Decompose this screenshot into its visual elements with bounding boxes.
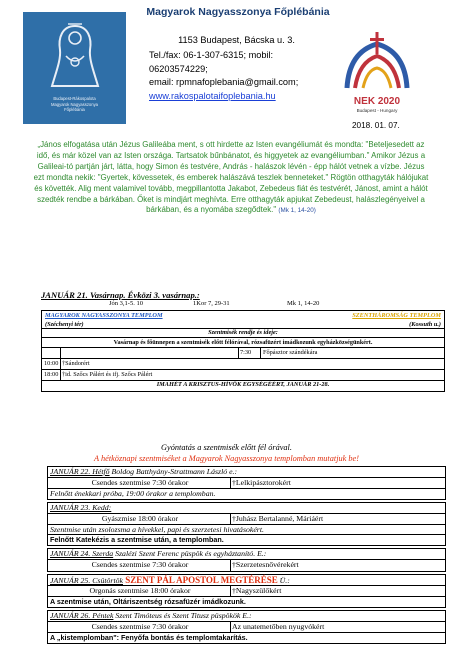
day-block (47, 548, 446, 572)
mass-time: 18:00 (44, 371, 59, 378)
column-divider (230, 586, 231, 596)
contact-block (149, 34, 324, 103)
day-note-bold: Felnőtt Katekézis a szentmise után, a templomban. (50, 535, 224, 544)
column-divider (60, 359, 61, 369)
mass-description: Csendes szentmise 7:30 órakor (91, 478, 189, 487)
day-date: JANUÁR 25. Csütörtök (50, 576, 123, 585)
weekday-mass-note: A hétköznapi szentmiséket a Magyarok Nagyasszonya templomban mutatjuk be! (94, 454, 359, 463)
mass-intention: Az unatemetőben nyugvókért (232, 622, 325, 631)
nek-subtitle: Budapest - Hungary (356, 108, 398, 113)
mass-description: Gyászmise 18:00 órakor (101, 514, 179, 523)
header (0, 0, 453, 135)
logo-caption-1: Budapest-Rákospalota (53, 96, 96, 101)
day-note-bold: A „kistemplomban": Fenyőfa bontás és templomtakarítás. (50, 633, 248, 642)
nek-2020-icon (337, 30, 417, 94)
mass-intention-right: Főpásztor szándékára (263, 349, 318, 356)
day-block (47, 502, 446, 546)
mass-description: Orgonás szentmise 18:00 órakor (89, 586, 191, 595)
column-divider (238, 348, 239, 358)
day-block (47, 574, 446, 608)
logo-caption-3: Főplébánia (64, 107, 85, 112)
mass-row (48, 514, 445, 525)
gospel-quote (32, 140, 430, 217)
column-divider (230, 622, 231, 632)
mass-order-heading: Szentmisék rendje és ideje: (42, 329, 444, 338)
day-date: JANUÁR 23. Kedd: (50, 503, 112, 512)
mass-row (48, 622, 445, 633)
mass-row (48, 586, 445, 597)
sunday-schedule-table (41, 310, 445, 392)
phone-line-2: 06203574229; (149, 63, 208, 74)
column-divider (260, 348, 261, 358)
day-date: JANUÁR 24. Szerda (50, 549, 114, 558)
day-block (47, 466, 446, 500)
rosary-notice: Vasárnap és főünnepen a szentmisék előtt félórával, rózsafüzért imádkozunk egyházközségünkért. (42, 338, 444, 348)
day-feast-rank: Ü.: (277, 576, 290, 585)
day-heading (48, 549, 445, 560)
reading-1: Jón 3,1-5. 10 (109, 300, 143, 307)
column-divider (230, 478, 231, 488)
church-left-name: MAGYAROK NAGYASSZONYA TEMPLOM (45, 312, 163, 319)
mass-slot-row (42, 370, 444, 381)
mass-time: 10:00 (44, 360, 59, 367)
phone-line-1: Tel./fax: 06-1-307-6315; mobil: (149, 50, 274, 61)
mass-description: Csendes szentmise 7:30 órakor (91, 622, 189, 631)
prayer-week-banner: IMAHÉT A KRISZTUS-HÍVŐK EGYSÉGÉÉRT, JANUÁR 21-28. (156, 381, 330, 388)
mass-intention: †Szerzetesnővérekért (232, 560, 299, 569)
confession-note: Gyóntatás a szentmisék előtt fél órával. (161, 443, 292, 452)
column-divider (230, 514, 231, 524)
day-heading (48, 575, 445, 586)
nek-title: NEK 2020 (353, 96, 401, 107)
email: email: rpmnafoplebania@gmail.com; (149, 77, 299, 88)
day-note-bold: A szentmise után, Oltáriszentség rózsafüzér imádkozunk. (50, 597, 246, 606)
gospel-reference: (Mk 1, 14-20) (278, 207, 316, 215)
mass-description: Csendes szentmise 7:30 órakor (91, 560, 189, 569)
mass-intention: †id. Szőcs Pálért és ifj. Szőcs Pálért (62, 371, 153, 378)
reading-2: 1Kor 7, 29-31 (193, 300, 230, 307)
column-divider (60, 370, 61, 380)
day-heading (48, 611, 445, 622)
sunday-title: JANUÁR 21. Vasárnap. Évközi 3. vasárnap.: (41, 290, 200, 300)
weekday-schedule (47, 466, 446, 646)
mass-time-right: 7:30 (240, 349, 252, 356)
church-right-name: SZENTHÁROMSÁG TEMPLOM (352, 312, 441, 319)
mass-slot-row (42, 359, 444, 370)
day-feast-highlight: SZENT PÁL APOSTOL MEGTÉRÉSE (122, 575, 278, 585)
day-note: Felnőtt énekkari próba, 19:00 órakor a templomban. (50, 489, 216, 498)
gospel-text: „János elfogatása után Jézus Galileába ment, s ott hirdette az Isten evangéliumát és mondta: "Beteljesedett az idő, és már közel van az Isten országa. Tartsatok bűnbánatot, és higgyetek az evangéliumban." Amikor Jézus a Galileai-tó partján járt, látta, hogy Simon és testvére, András - halászok lévén - épp hálót vetnek a vízbe. Jézus ezt mondta nekik: "Gyertek, kövessetek, és emberek halászává teszlek benneteket." Rögtön otthagyták hálójukat és követték. Alig ment valamivel tovább, megpillantotta Jakabot, Zebedeus fiát és testvérét, Jánost, amint a hálót szedték rendbe a bárkában. Őket is mindjárt meghívta. Erre otthagyták apjukat Zebedeust, halászlegényeivel a bárkában, és a nyomába szegődtek." (33, 140, 429, 215)
day-feast: Boldog Batthyány-Strattmann László e.: (109, 467, 238, 476)
column-divider (60, 348, 61, 358)
parish-logo (23, 12, 126, 124)
bulletin-date: 2018. 01. 07. (352, 121, 400, 130)
day-feast: Szent Timóteus és Szent Titusz püspökök E.: (113, 611, 252, 620)
reading-3: Mk 1, 14-20 (287, 300, 320, 307)
mass-row (48, 478, 445, 489)
nek-logo (337, 30, 417, 113)
website-link[interactable]: www.rakospalotaifoplebania.hu (149, 90, 276, 101)
church-header-row (42, 311, 444, 329)
day-feast: Szalézi Szent Ferenc püspök és egyháztanító. E.: (113, 549, 267, 558)
madonna-icon (44, 22, 106, 92)
mass-intention: †Sándorért (62, 360, 90, 367)
church-right-location: (Kossuth u.) (409, 321, 441, 328)
day-heading (48, 467, 445, 478)
mass-intention: †Lelkipásztorokért (232, 478, 291, 487)
day-block (47, 610, 446, 644)
day-date: JANUÁR 26. Péntek (50, 611, 114, 620)
day-note: Szentmise után zsolozsma a hívekkel, papi és szerzetesi hivatásokért. (48, 525, 445, 535)
day-heading (48, 503, 445, 514)
address: 1153 Budapest, Bácska u. 3. (178, 35, 295, 45)
parish-title: Magyarok Nagyasszonya Főplébánia (146, 6, 330, 18)
logo-caption-2: Magyarok Nagyasszonya (50, 101, 98, 107)
sunday-header (41, 290, 441, 307)
column-divider (230, 560, 231, 571)
day-date: JANUÁR 22. Hétfő (50, 467, 110, 476)
mass-row (48, 560, 445, 571)
mass-intention: †Juhász Bertalanné, Máriáért (232, 514, 324, 523)
mass-slot-row (42, 348, 444, 359)
church-left-location: (Széchenyi tér) (45, 321, 84, 328)
mass-intention: †Nagyszülőkért (232, 586, 282, 595)
